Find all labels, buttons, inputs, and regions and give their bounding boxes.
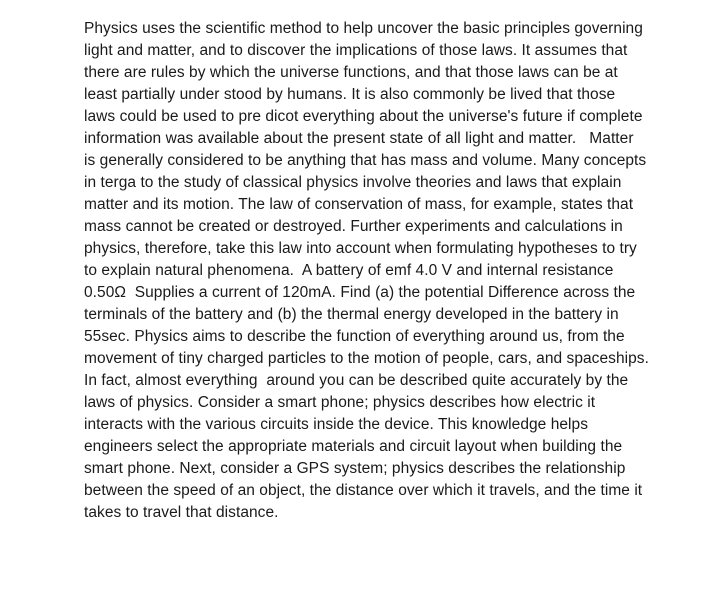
text-line-23: takes to travel that distance.: [84, 504, 279, 521]
text-line-9: matter and its motion. The law of conservation of mass, for example, states that: [84, 196, 634, 213]
text-line-18: laws of physics. Consider a smart phone; physics describes how electric it: [84, 394, 596, 411]
text-line-14: terminals of the battery and (b) the thermal energy developed in the battery in: [84, 306, 619, 323]
text-line-2: light and matter, and to discover the implications of those laws. It assumes that: [84, 42, 628, 59]
text-line-20: engineers select the appropriate materials and circuit layout when building the: [84, 438, 623, 455]
text-line-17: In fact, almost everything around you can be described quite accurately by the: [84, 372, 629, 389]
text-line-21: smart phone. Next, consider a GPS system; physics describes the relationship: [84, 460, 626, 477]
text-line-7: is generally considered to be anything that has mass and volume. Many concepts: [84, 152, 647, 169]
text-line-13: 0.50Ω Supplies a current of 120mA. Find (a) the potential Difference across the: [84, 284, 636, 301]
text-line-19: interacts with the various circuits inside the device. This knowledge helps: [84, 416, 589, 433]
text-line-16: movement of tiny charged particles to the motion of people, cars, and spaceships.: [84, 350, 649, 367]
text-line-12: to explain natural phenomena. A battery of emf 4.0 V and internal resistance: [84, 262, 614, 279]
text-line-8: in terga to the study of classical physics involve theories and laws that explain: [84, 174, 622, 191]
text-line-1: Physics uses the scientific method to help uncover the basic principles governing: [84, 20, 643, 37]
text-line-15: 55sec. Physics aims to describe the function of everything around us, from the: [84, 328, 625, 345]
text-line-3: there are rules by which the universe functions, and that those laws can be at: [84, 64, 618, 81]
text-line-11: physics, therefore, take this law into account when formulating hypotheses to try: [84, 240, 637, 257]
text-line-22: between the speed of an object, the distance over which it travels, and the time it: [84, 482, 643, 499]
text-line-5: laws could be used to pre dicot everything about the universe's future if complete: [84, 108, 643, 125]
paragraph: [84, 18, 714, 524]
text-line-10: mass cannot be created or destroyed. Further experiments and calculations in: [84, 218, 623, 235]
text-line-6: information was available about the present state of all light and matter. Matter: [84, 130, 634, 147]
text-line-4: least partially under stood by humans. It is also commonly be lived that those: [84, 86, 616, 103]
